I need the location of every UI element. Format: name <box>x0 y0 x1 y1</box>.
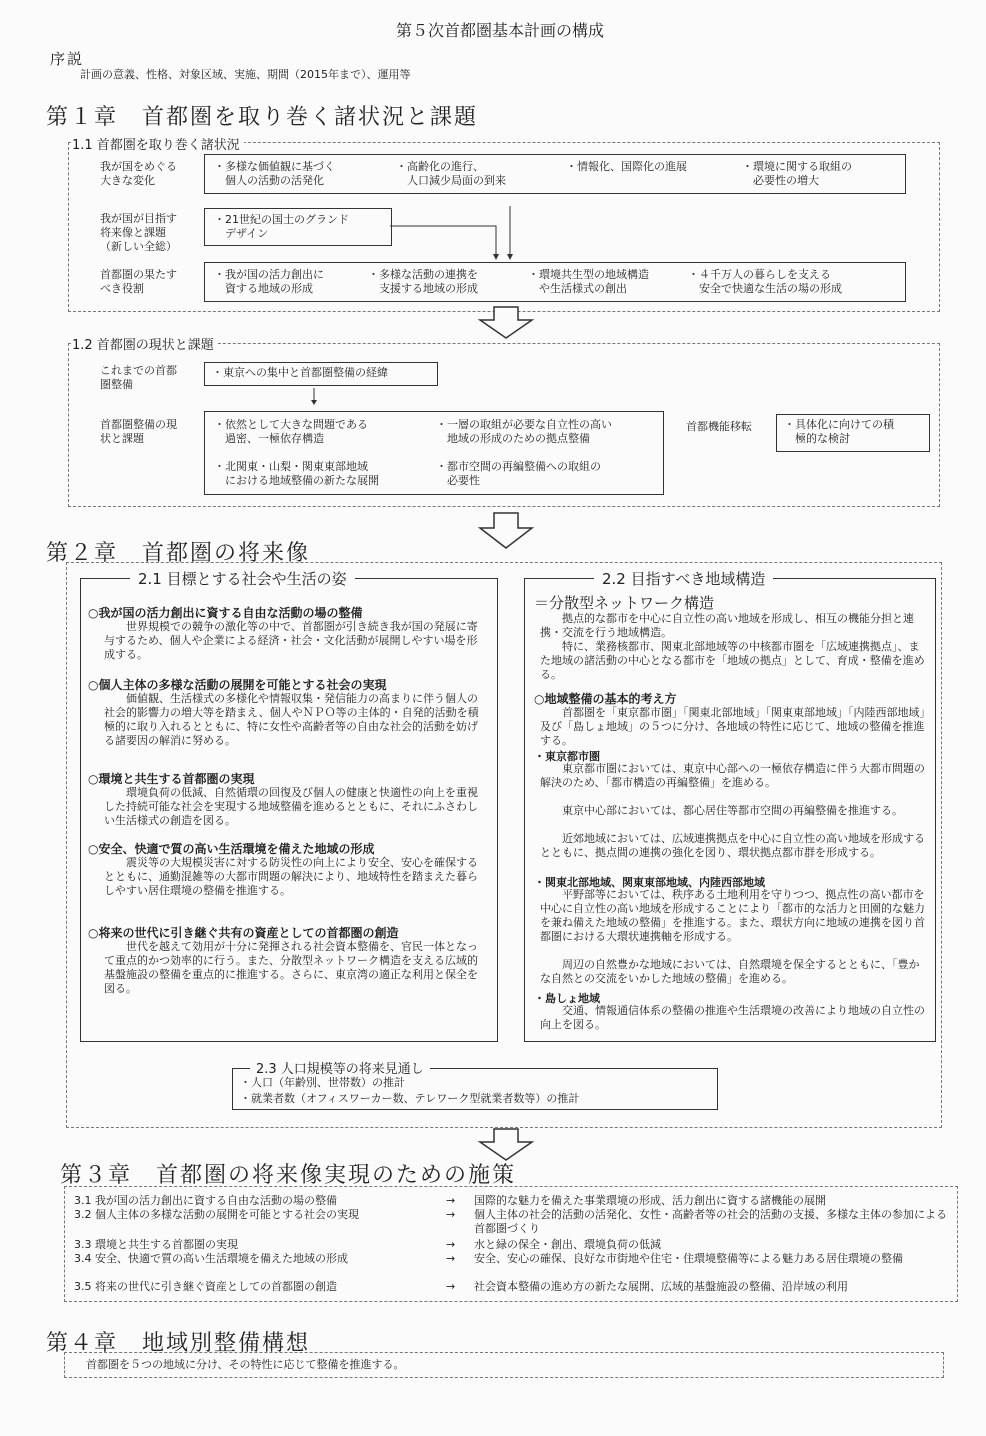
policy-3-3-left: 3.3 環境と共生する首都圏の実現 <box>74 1238 238 1251</box>
goal-2-title: ○個人主体の多様な活動の展開を可能とする社会の実現 <box>88 678 387 692</box>
policy-3-4-left: 3.4 安全、快適で質の高い生活環境を備えた地域の形成 <box>74 1252 348 1265</box>
policy-3-3-arrow: → <box>446 1238 456 1251</box>
chapter-4-text: 首都圏を５つの地域に分け、その特性に応じて整備を推進する。 <box>86 1358 405 1371</box>
page-title: 第５次首都圏基本計画の構成 <box>395 21 604 40</box>
policy-3-1-arrow: → <box>446 1194 456 1207</box>
policy-3-1-right: 国際的な魅力を備えた事業環境の形成、活力創出に資する諸機能の展開 <box>474 1194 826 1207</box>
policy-3-5-arrow: → <box>446 1280 456 1293</box>
history-item: ・東京への集中と首都圏整備の経緯 <box>212 366 388 379</box>
change-item-4: ・環境に関する取組の 必要性の増大 <box>742 160 852 187</box>
issue-item-3: ・北関東・山梨・関東東部地域 における地域整備の新たな展開 <box>214 460 379 487</box>
role-item-1: ・我が国の活力創出に 資する地域の形成 <box>214 268 324 295</box>
structure-p2: 特に、業務核都市、関東北部地域等の中核都市圏を「広域連携拠点」、また地域の諸活動の中心となる都市を「地域の拠点」として、育成・整備を進める。 <box>540 640 925 681</box>
row-label-history: これまでの首都 圏整備 <box>100 364 177 391</box>
policy-3-3-right: 水と緑の保全・創出、環境負荷の低減 <box>474 1238 661 1251</box>
policy-3-5-left: 3.5 将来の世代に引き継ぐ資産としての首都圏の創造 <box>74 1280 337 1293</box>
tokyo-area-p3: 近郊地域においては、広域連携拠点を中心に自立性の高い地域を形成するとともに、拠点間の連携の強化を図り、環状拠点都市群を形成する。 <box>540 832 925 859</box>
tokyo-area-p1: 東京都市圏においては、東京中心部への一極依存構造に伴う大都市問題の解決のため、「都市構造の再編整備」を進める。 <box>540 762 925 789</box>
policy-3-5-right: 社会資本整備の進め方の新たな展開、広域的基盤施設の整備、沿岸域の利用 <box>474 1280 848 1293</box>
structure-subtitle: ＝分散型ネットワーク構造 <box>534 594 715 612</box>
basic-approach-body: 首都圏を「東京都市圏」「関東北部地域」「関東東部地域」「内陸西部地域」及び「島しょ地域」の５つに分け、各地域の特性に応じて、地域の整備を推進する。 <box>540 706 925 747</box>
role-item-3: ・環境共生型の地域構造 や生活様式の創出 <box>528 268 649 295</box>
projection-item-2: ・就業者数（オフィスワーカー数、テレワーク型就業者数等）の推計 <box>240 1092 580 1105</box>
issue-item-2: ・一層の取組が必要な自立性の高い 地域の形成のための拠点整備 <box>436 418 612 445</box>
role-item-4: ・４千万人の暮らしを支える 安全で快適な生活の場の形成 <box>688 268 842 295</box>
chapter-2-heading: 第２章 首都圏の将来像 <box>46 541 311 566</box>
north-area-p1: 平野部等においては、秩序ある土地利用を守りつつ、拠点性の高い都市を中心に自立性の高い地域を形成することにより「都市的な活力と田園的な魅力を兼ね備えた地域の整備」を推進する。また、環状方向に地域の連携を図り首都圏における大環状連携軸を形成する。 <box>540 888 925 943</box>
section-2-1-heading: 2.1 目標とする社会や生活の姿 <box>130 568 355 589</box>
chapter-4-heading: 第４章 地域別整備構想 <box>46 1331 311 1356</box>
relocation-item: ・具体化に向けての積 極的な検討 <box>784 418 894 445</box>
policy-3-2-right: 個人主体の社会的活動の活発化、女性・高齢者等の社会的活動の支援、多様な主体の参加による首都圏づくり <box>474 1208 947 1235</box>
goal-3-title: ○環境と共生する首都圏の実現 <box>88 772 255 786</box>
goal-2-body: 価値観、生活様式の多様化や情報収集・発信能力の高まりに伴う個人の社会的影響力の増大等を踏まえ、個人やＮＰＯ等の主体的・自発的活動を積極的に取り入れるとともに、特に女性や高齢者等の自由な社会的活動を妨げる諸要因の解消に努める。 <box>104 692 479 747</box>
flow-arrow-2 <box>476 512 536 550</box>
goal-4-title: ○安全、快適で質の高い生活環境を備えた地域の形成 <box>88 842 375 856</box>
goal-4-body: 震災等の大規模災害に対する防災性の向上により安全、安心を確保するとともに、通勤混雑等の大都市問題の解決により、地域特性を踏まえた暮らしやすい居住環境の整備を推進する。 <box>104 856 478 897</box>
goal-5-body: 世代を越えて効用が十分に発揮される社会資本整備を、官民一体となって重点的かつ効率的に行う。また、分散型ネットワーク構造を支える広域的基盤施設の整備を重点的に推進する。さらに、東京湾の適正な利用と保全を図る。 <box>104 940 478 995</box>
island-area-p1: 交通、情報通信体系の整備の推進や生活環境の改善により地域の自立性の向上を図る。 <box>540 1004 925 1031</box>
basic-approach-title: ○地域整備の基本的考え方 <box>534 692 677 706</box>
preface-heading: 序説 <box>50 50 85 68</box>
preface-text: 計画の意義、性格、対象区域、実施、期間（2015年まで）、運用等 <box>80 68 411 81</box>
chapter-3-heading: 第３章 首都圏の将来像実現のための施策 <box>60 1163 517 1188</box>
issue-item-4: ・都市空間の再編整備への取組の 必要性 <box>436 460 601 487</box>
row-label-role: 首都圏の果たす べき役割 <box>100 268 177 295</box>
change-item-2: ・高齢化の進行、 人口減少局面の到来 <box>396 160 506 187</box>
north-area-p2: 周辺の自然豊かな地域においては、自然環境を保全するとともに、「豊かな自然との交流をいかした地域の整備」を進める。 <box>540 958 920 985</box>
role-item-2: ・多様な活動の連携を 支援する地域の形成 <box>368 268 478 295</box>
flow-arrow-3 <box>476 1128 536 1162</box>
tokyo-area-p2: 東京中心部においては、都心居住等都市空間の再編整備を推進する。 <box>562 804 903 817</box>
tokyo-area-title: ・東京都市圏 <box>534 750 600 763</box>
section-1-1-heading: 1.1 首都圏を取り巻く諸状況 <box>72 134 244 153</box>
policy-3-1-left: 3.1 我が国の活力創出に資する自由な活動の場の整備 <box>74 1194 337 1207</box>
row-label-current: 首都圏整備の現 状と課題 <box>100 418 177 445</box>
change-item-1: ・多様な価値観に基づく 個人の活動の活発化 <box>214 160 335 187</box>
section-1-2-heading: 1.2 首都圏の現状と課題 <box>72 334 218 353</box>
structure-p1: 拠点的な都市を中心に自立性の高い地域を形成し、相互の機能分担と連携・交流を行う地域構造。 <box>540 612 914 639</box>
issue-item-1: ・依然として大きな問題である 過密、一極依存構造 <box>214 418 368 445</box>
relocation-label: 首都機能移転 <box>686 420 752 433</box>
projection-item-1: ・人口（年齢別、世帯数）の推計 <box>240 1076 405 1089</box>
policy-3-4-arrow: → <box>446 1252 456 1265</box>
goal-1-title: ○我が国の活力創出に資する自由な活動の場の整備 <box>88 606 363 620</box>
chapter-1-heading: 第１章 首都圏を取り巻く諸状況と課題 <box>46 105 479 130</box>
row-label-changes: 我が国をめぐる 大きな変化 <box>100 160 177 187</box>
change-item-3: ・情報化、国際化の進展 <box>566 160 687 173</box>
policy-3-2-arrow: → <box>446 1208 456 1221</box>
north-area-title: ・関東北部地域、関東東部地域、内陸西部地域 <box>534 876 765 889</box>
row-label-vision: 我が国が目指す 将来像と課題 （新しい全総） <box>100 212 177 253</box>
policy-3-4-right: 安全、安心の確保、良好な市街地や住宅・住環境整備等による魅力ある居住環境の整備 <box>474 1252 903 1265</box>
goal-1-body: 世界規模での競争の激化等の中で、首都圏が引き続き我が国の発展に寄与するため、個人や企業による経済・社会・文化活動が展開しやすい場を形成する。 <box>104 620 478 661</box>
goal-3-body: 環境負荷の低減、自然循環の回復及び個人の健康と快適性の向上を重視した持続可能な社会を実現する地域整備を進めるとともに、それにふさわしい生活様式の創造を図る。 <box>104 786 478 827</box>
flow-arrow-1 <box>476 306 536 340</box>
policy-3-2-left: 3.2 個人主体の多様な活動の展開を可能とする社会の実現 <box>74 1208 359 1221</box>
vision-item: ・21世紀の国土のグランド デザイン <box>214 213 349 240</box>
island-area-title: ・島しょ地域 <box>534 992 600 1005</box>
goal-5-title: ○将来の世代に引き継ぐ共有の資産としての首都圏の創造 <box>88 926 399 940</box>
section-2-2-heading: 2.2 目指すべき地域構造 <box>594 568 773 589</box>
section-2-3-heading: 2.3 人口規模等の将来見通し <box>250 1058 430 1077</box>
